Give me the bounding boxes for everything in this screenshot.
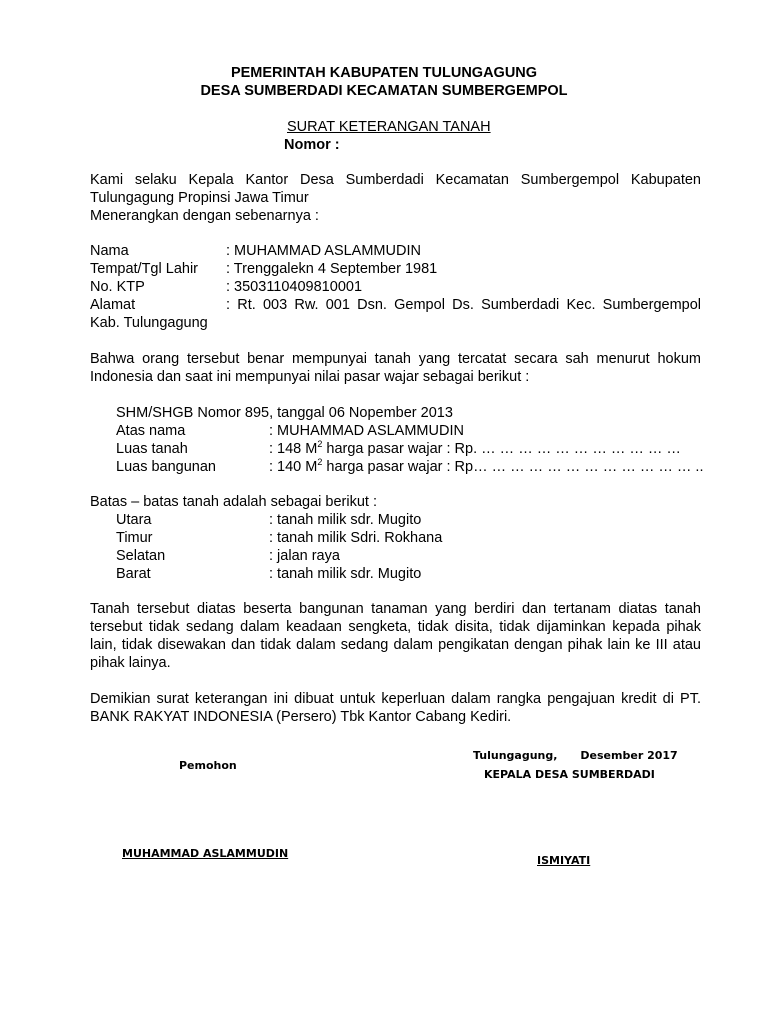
declare-line: Menerangkan dengan sebenarnya :	[90, 208, 319, 224]
building-area-prefix: : 140 M	[269, 459, 318, 475]
land-area-price: harga pasar wajar : Rp. … … … … … … … … … … …	[326, 441, 681, 457]
certificate-line: SHM/SHGB Nomor 895, tanggal 06 Nopember 2013	[116, 405, 453, 421]
birth-label: Tempat/Tgl Lahir	[90, 261, 198, 277]
land-area-prefix: : 148 M	[269, 441, 318, 457]
land-area-value	[269, 440, 681, 458]
south-label: Selatan	[116, 548, 166, 564]
boundaries-intro: Batas – batas tanah adalah sebagai berikut :	[90, 494, 377, 510]
address-value: : Rt. 003 Rw. 001 Dsn. Gempol Ds. Sumberdadi Kec. Sumbergempol	[226, 297, 701, 313]
header-line-1: PEMERINTAH KABUPATEN TULUNGAGUNG	[230, 65, 538, 81]
building-area-price: harga pasar wajar : Rp… … … … … … … … … … … … ..	[326, 459, 704, 475]
closing-paragraph: Demikian surat keterangan ini dibuat untuk keperluan dalam rangka pengajuan kredit di PT. BANK RAKYAT INDONESIA (Persero) Tbk Kantor Cabang Kediri.	[90, 691, 701, 725]
ktp-value: : 3503110409810001	[226, 279, 363, 295]
applicant-name: MUHAMMAD ASLAMMUDIN	[122, 847, 289, 860]
building-area-value	[269, 458, 704, 476]
land-area-label: Luas tanah	[116, 441, 188, 457]
header-line-2: DESA SUMBERDADI KECAMATAN SUMBERGEMPOL	[200, 83, 568, 99]
ktp-label: No. KTP	[90, 279, 145, 295]
birth-value: : Trenggalekn 4 September 1981	[226, 261, 438, 277]
clause-paragraph: Tanah tersebut diatas beserta bangunan tanaman yang berdiri dan tertanam diatas tanah tersebut tidak sedang dalam keadaan sengketa, tidak disita, tidak dijaminkan kepada pihak lain, tidak disewakan dan tidak dalam sedang dalam pengikatan dengan pihak lain ke III atau pihak lainya.	[90, 601, 701, 671]
building-area-superscript: 2	[317, 457, 323, 468]
west-label: Barat	[116, 566, 151, 582]
letter-number: Nomor :	[284, 137, 340, 153]
intro-paragraph: Kami selaku Kepala Kantor Desa Sumberdadi Kecamatan Sumbergempol Kabupaten Tulungagung Propinsi Jawa Timur	[90, 172, 701, 206]
place-date: Tulungagung, Desember 2017	[473, 749, 678, 762]
east-value: : tanah milik Sdri. Rokhana	[269, 530, 443, 546]
south-value: : jalan raya	[269, 548, 340, 564]
address-label: Alamat	[90, 297, 136, 313]
applicant-role: Pemohon	[179, 759, 237, 772]
land-area-superscript: 2	[317, 439, 323, 450]
official-name: ISMIYATI	[537, 854, 591, 867]
north-value: : tanah milik sdr. Mugito	[269, 512, 422, 528]
owner-label: Atas nama	[116, 423, 186, 439]
name-value: : MUHAMMAD ASLAMMUDIN	[226, 243, 421, 259]
building-area-label: Luas bangunan	[116, 459, 216, 475]
owner-value: : MUHAMMAD ASLAMMUDIN	[269, 423, 464, 439]
letter-title: SURAT KETERANGAN TANAH	[287, 119, 491, 135]
north-label: Utara	[116, 512, 152, 528]
address-continuation: Kab. Tulungagung	[90, 315, 208, 331]
official-role: KEPALA DESA SUMBERDADI	[484, 768, 655, 781]
name-label: Nama	[90, 243, 129, 259]
statement-paragraph: Bahwa orang tersebut benar mempunyai tanah yang tercatat secara sah menurut hokum Indonesia dan saat ini mempunyai nilai pasar wajar sebagai berikut :	[90, 351, 701, 385]
west-value: : tanah milik sdr. Mugito	[269, 566, 422, 582]
east-label: Timur	[116, 530, 153, 546]
